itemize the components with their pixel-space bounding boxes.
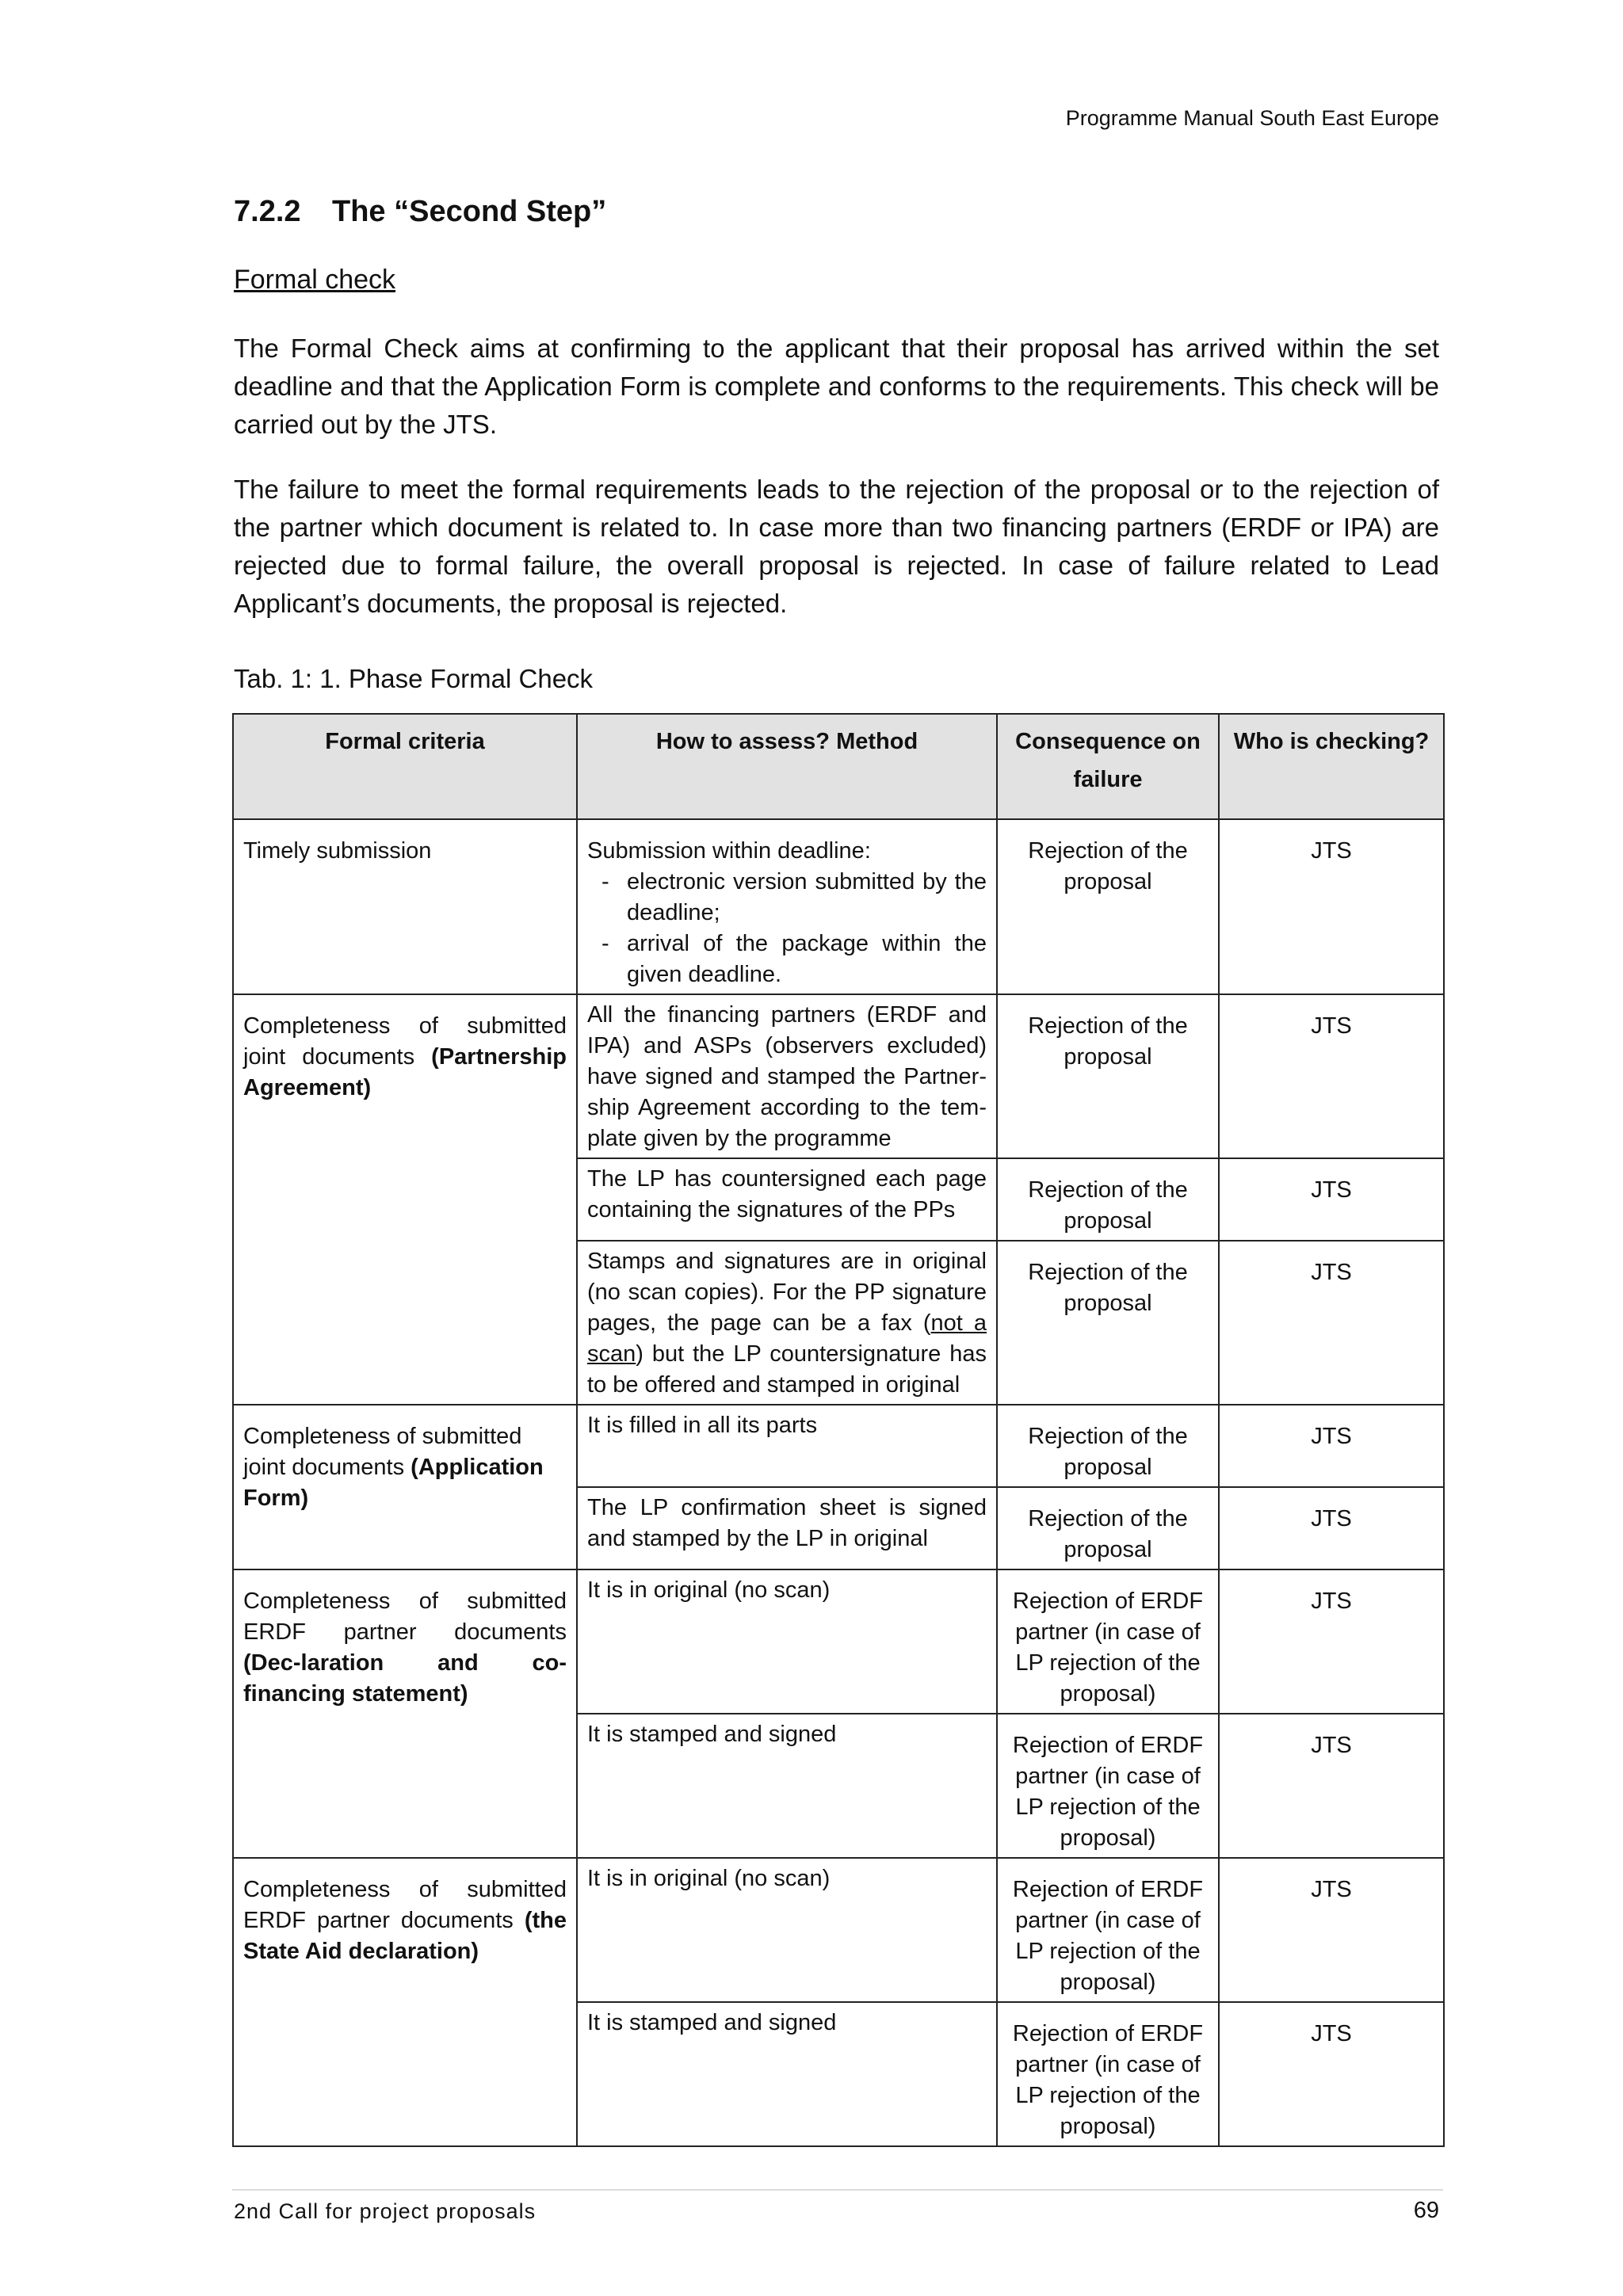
who-cell: JTS: [1219, 994, 1444, 1158]
column-header: How to assess? Method: [577, 714, 997, 819]
method-cell: The LP confirmation sheet is signed and stamped by the LP in original: [577, 1487, 997, 1569]
criteria-cell: Completeness of submitted ERDF partner documents (the State Aid declaration): [233, 1858, 577, 2146]
column-header: Who is checking?: [1219, 714, 1444, 819]
table-row: [233, 1569, 1444, 1714]
who-cell: JTS: [1219, 1241, 1444, 1405]
table-row: [233, 1405, 1444, 1487]
footer-divider: [232, 2189, 1443, 2191]
method-cell: It is filled in all its parts: [577, 1405, 997, 1487]
column-header: Consequence on failure: [997, 714, 1219, 819]
who-cell: JTS: [1219, 1158, 1444, 1241]
method-cell: It is stamped and signed: [577, 1714, 997, 1858]
consequence-cell: Rejection of the proposal: [997, 819, 1219, 994]
criteria-cell: Completeness of submitted ERDF partner documents (Dec-laration and co-financing statement): [233, 1569, 577, 1858]
who-cell: JTS: [1219, 819, 1444, 994]
method-cell: It is stamped and signed: [577, 2002, 997, 2146]
method-cell: The LP has countersigned each page containing the signatures of the PPs: [577, 1158, 997, 1241]
criteria-cell: Completeness of submitted joint documents (Application Form): [233, 1405, 577, 1569]
footer-title: 2nd Call for project proposals: [234, 2199, 537, 2223]
consequence-cell: Rejection of the proposal: [997, 1405, 1219, 1487]
consequence-cell: Rejection of the proposal: [997, 1241, 1219, 1405]
who-cell: JTS: [1219, 1405, 1444, 1487]
table-row: [233, 1858, 1444, 2002]
table-header-row: [233, 714, 1444, 819]
method-cell: All the financing partners (ERDF and IPA) and ASPs (observers excluded) have signed and stamped the Partner-ship Agreement according to the tem-plate given by the programme: [577, 994, 997, 1158]
section-heading: [234, 195, 606, 229]
running-header: Programme Manual South East Europe: [1065, 106, 1439, 130]
who-cell: JTS: [1219, 1487, 1444, 1569]
who-cell: JTS: [1219, 2002, 1444, 2146]
method-cell: It is in original (no scan): [577, 1858, 997, 2002]
criteria-cell: Timely submission: [233, 819, 577, 994]
table-row: [233, 819, 1444, 994]
consequence-cell: Rejection of ERDF partner (in case of LP rejection of the proposal): [997, 1714, 1219, 1858]
who-cell: JTS: [1219, 1858, 1444, 2002]
table-caption: Tab. 1: 1. Phase Formal Check: [234, 664, 594, 693]
formal-check-table: [232, 713, 1445, 2147]
consequence-cell: Rejection of the proposal: [997, 1158, 1219, 1241]
method-cell: Submission within deadline: - electronic version submitted by the deadline; - arrival of the package within the given deadline.: [577, 819, 997, 994]
paragraph: The Formal Check aims at confirming to the applicant that their proposal has arrived within the set deadline and that the Application Form is complete and conforms to the requirements. This check will be carried out by the JTS.: [234, 334, 1439, 439]
subheading: Formal check: [234, 265, 396, 295]
criteria-cell: Completeness of submitted joint documents (Partnership Agreement): [233, 994, 577, 1405]
method-cell: Stamps and signatures are in original (no scan copies). For the PP signature pages, the page can be a fax (not a scan) but the LP countersignature has to be offered and stamped in original: [577, 1241, 997, 1405]
list-item: - arrival of the package within the given deadline.: [627, 929, 987, 990]
consequence-cell: Rejection of the proposal: [997, 1487, 1219, 1569]
paragraph: The failure to meet the formal requirements leads to the rejection of the proposal or to the rejection of the partner which document is related to. In case more than two financing partners (ERDF or IPA) are rejected due to formal failure, the overall proposal is rejected. In case of failure related to Lead Applicant’s documents, the proposal is rejected.: [234, 475, 1439, 618]
method-cell: It is in original (no scan): [577, 1569, 997, 1714]
column-header: Formal criteria: [233, 714, 577, 819]
consequence-cell: Rejection of ERDF partner (in case of LP rejection of the proposal): [997, 2002, 1219, 2146]
who-cell: JTS: [1219, 1714, 1444, 1858]
method-list: [587, 867, 987, 990]
who-cell: JTS: [1219, 1569, 1444, 1714]
page-number: 69: [1413, 2198, 1439, 2223]
consequence-cell: Rejection of ERDF partner (in case of LP rejection of the proposal): [997, 1569, 1219, 1714]
consequence-cell: Rejection of the proposal: [997, 994, 1219, 1158]
table-row: [233, 994, 1444, 1158]
consequence-cell: Rejection of ERDF partner (in case of LP rejection of the proposal): [997, 1858, 1219, 2002]
list-item: - electronic version submitted by the deadline;: [627, 867, 987, 929]
section-number: 7.2.2: [234, 195, 301, 228]
section-title: The “Second Step”: [332, 195, 607, 228]
